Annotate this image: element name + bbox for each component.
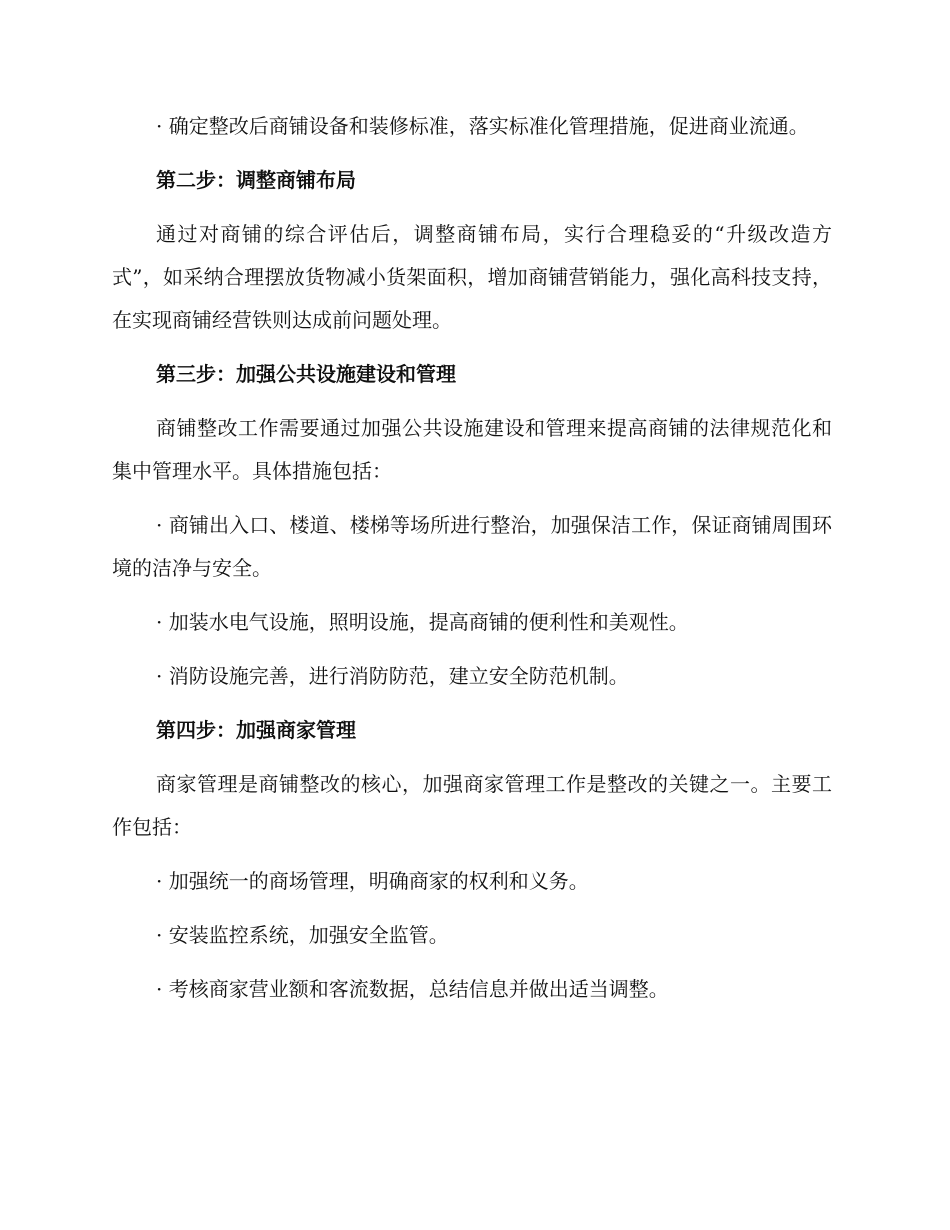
bullet-paragraph: · 确定整改后商铺设备和装修标准，落实标准化管理措施，促进商业流通。 bbox=[156, 114, 809, 138]
bullet-paragraph: · 安装监控系统，加强安全监管。 bbox=[156, 923, 449, 947]
section-heading: 第四步：加强商家管理 bbox=[156, 718, 356, 742]
body-paragraph: 商铺整改工作需要通过加强公共设施建设和管理来提高商铺的法律规范化和集中管理水平。具体措施包括： bbox=[112, 416, 832, 483]
document-page bbox=[112, 105, 832, 1022]
bullet-paragraph: · 商铺出入口、楼道、楼梯等场所进行整治，加强保洁工作，保证商铺周围环境的洁净与安全。 bbox=[112, 513, 832, 580]
bullet-paragraph: · 考核商家营业额和客流数据，总结信息并做出适当调整。 bbox=[156, 977, 669, 1001]
bullet-paragraph: · 加强统一的商场管理，明确商家的权利和义务。 bbox=[156, 869, 589, 893]
body-paragraph: 商家管理是商铺整改的核心，加强商家管理工作是整改的关键之一。主要工作包括： bbox=[112, 772, 832, 839]
section-heading: 第三步：加强公共设施建设和管理 bbox=[156, 362, 456, 386]
body-paragraph: 通过对商铺的综合评估后，调整商铺布局，实行合理稳妥的“升级改造方式”，如采纳合理摆放货物减小货架面积，增加商铺营销能力，强化高科技支持，在实现商铺经营铁则达成前问题处理。 bbox=[112, 222, 832, 332]
bullet-paragraph: · 消防设施完善，进行消防防范，建立安全防范机制。 bbox=[156, 664, 629, 688]
section-heading: 第二步：调整商铺布局 bbox=[156, 168, 356, 192]
bullet-paragraph: · 加装水电气设施，照明设施，提高商铺的便利性和美观性。 bbox=[156, 610, 689, 634]
